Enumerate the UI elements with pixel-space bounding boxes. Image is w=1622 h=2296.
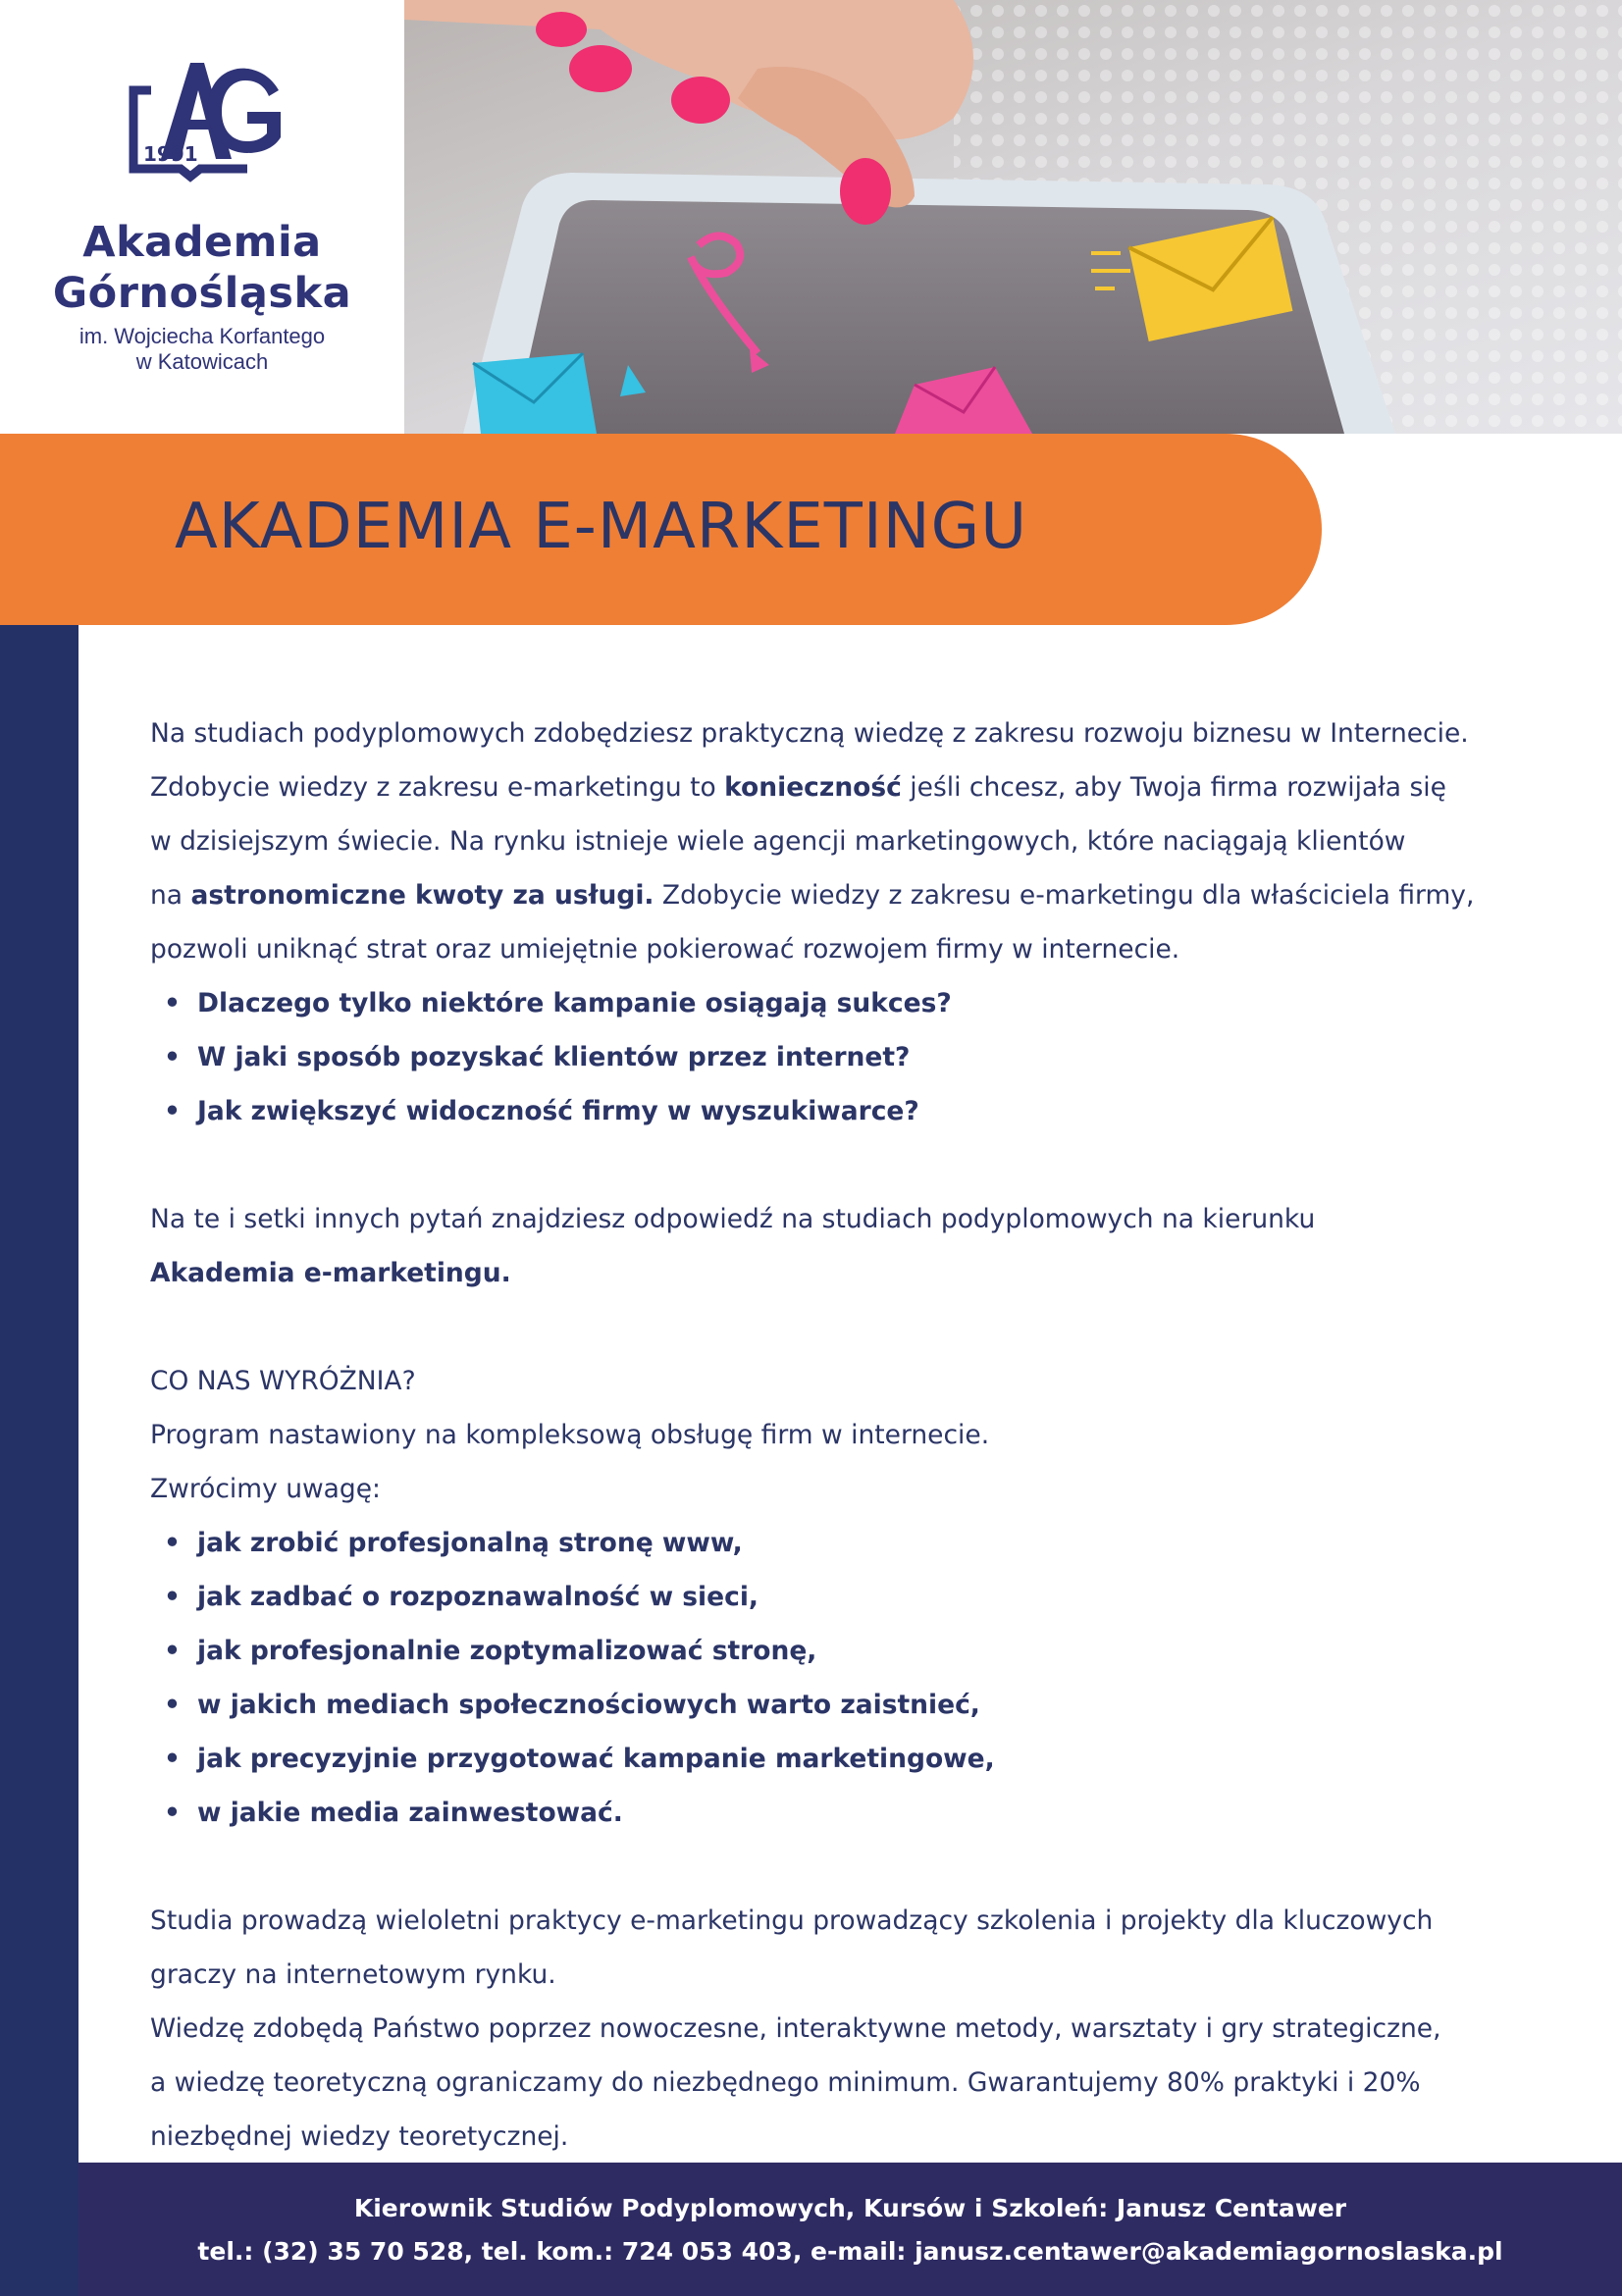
list-item: • W jaki sposób pozyskać klientów przez internet? [150,1030,1563,1084]
features-line-2: Zwrócimy uwagę: [150,1474,381,1504]
list-item: • w jakich mediach społecznościowych warto zaistnieć, [150,1678,1563,1732]
page-title: AKADEMIA E-MARKETINGU [175,491,1028,563]
footer-director: Kierownik Studiów Podyplomowych, Kursów i Szkoleń: Janusz Centawer [353,2194,1347,2222]
logo-name-line1: Akademia [82,218,322,267]
closing-line-3: Wiedzę zdobędą Państwo poprzez nowoczesne, interaktywne metody, warsztaty i gry strategiczne, [150,2013,1441,2044]
university-logo-icon [122,51,288,198]
intro-emphasis-necessity: konieczność [724,772,902,803]
main-content [150,706,1563,2164]
list-item: • Dlaczego tylko niektóre kampanie osiągają sukces? [150,976,1563,1030]
list-item: • jak precyzyjnie przygotować kampanie marketingowe, [150,1732,1563,1786]
intro-text: Zdobycie wiedzy z zakresu e-marketingu dla właściciela firmy, [654,880,1475,911]
logo-block [0,0,404,434]
tablet-email-illustration [404,0,1622,434]
intro-line-5: pozwoli uniknąć strat oraz umiejętnie pokierować rozwojem firmy w internecie. [150,934,1180,965]
list-item: • jak zrobić profesjonalną stronę www, [150,1516,1563,1570]
logo-name-line2: Górnośląska [52,269,352,318]
closing-line-4: a wiedzę teoretyczną ograniczamy do niezbędnego minimum. Gwarantujemy 80% praktyki i 20% [150,2067,1421,2098]
hero-image [404,0,1622,434]
intro-text: Zdobycie wiedzy z zakresu e-marketingu to [150,772,725,803]
list-item: • jak profesjonalnie zoptymalizować stronę, [150,1624,1563,1678]
closing-line-2: graczy na internetowym rynku. [150,1959,556,1990]
features-list [150,1516,1563,1840]
course-name: Akademia e-marketingu. [150,1258,511,1288]
contact-footer [78,2163,1622,2296]
footer-contact: tel.: (32) 35 70 528, tel. kom.: 724 053 403, e-mail: janusz.centawer@akademiagornoslaska.pl [197,2237,1503,2266]
side-decoration-strip [0,625,78,2296]
list-item: • jak zadbać o rozpoznawalność w sieci, [150,1570,1563,1624]
logo-subtitle-line2: w Katowicach [135,349,269,374]
features-line-1: Program nastawiony na kompleksową obsługę firm w internecie. [150,1420,990,1450]
intro-line-3: w dzisiejszym świecie. Na rynku istnieje wiele agencji marketingowych, które naciągają klientów [150,826,1406,857]
closing-line-5: niezbędnej wiedzy teoretycznej. [150,2121,569,2152]
intro-line-2 [150,760,1563,814]
intro-text: jeśli chcesz, aby Twoja firma rozwijała się [901,772,1446,803]
list-item: • w jakie media zainwestować. [150,1786,1563,1840]
features-heading: CO NAS WYRÓŻNIA? [150,1366,416,1396]
intro-line-1: Na studiach podyplomowych zdobędziesz praktyczną wiedzę z zakresu rozwoju biznesu w Internecie. [150,718,1469,749]
logo-year: 1991 [143,142,198,166]
answer-line-2 [150,1246,1563,1300]
list-item: • Jak zwiększyć widoczność firmy w wyszukiwarce? [150,1084,1563,1138]
logo-subtitle-line1: im. Wojciecha Korfantego [78,324,326,348]
intro-line-4 [150,868,1563,922]
answer-line-1: Na te i setki innych pytań znajdziesz odpowiedź na studiach podyplomowych na kierunku [150,1204,1316,1234]
intro-emphasis-costs: astronomiczne kwoty za usługi. [190,880,654,911]
title-banner [0,434,1322,625]
closing-line-1: Studia prowadzą wieloletni praktycy e-marketingu prowadzący szkolenia i projekty dla kluczowych [150,1905,1434,1936]
questions-list [150,976,1563,1138]
intro-text: na [150,880,191,911]
